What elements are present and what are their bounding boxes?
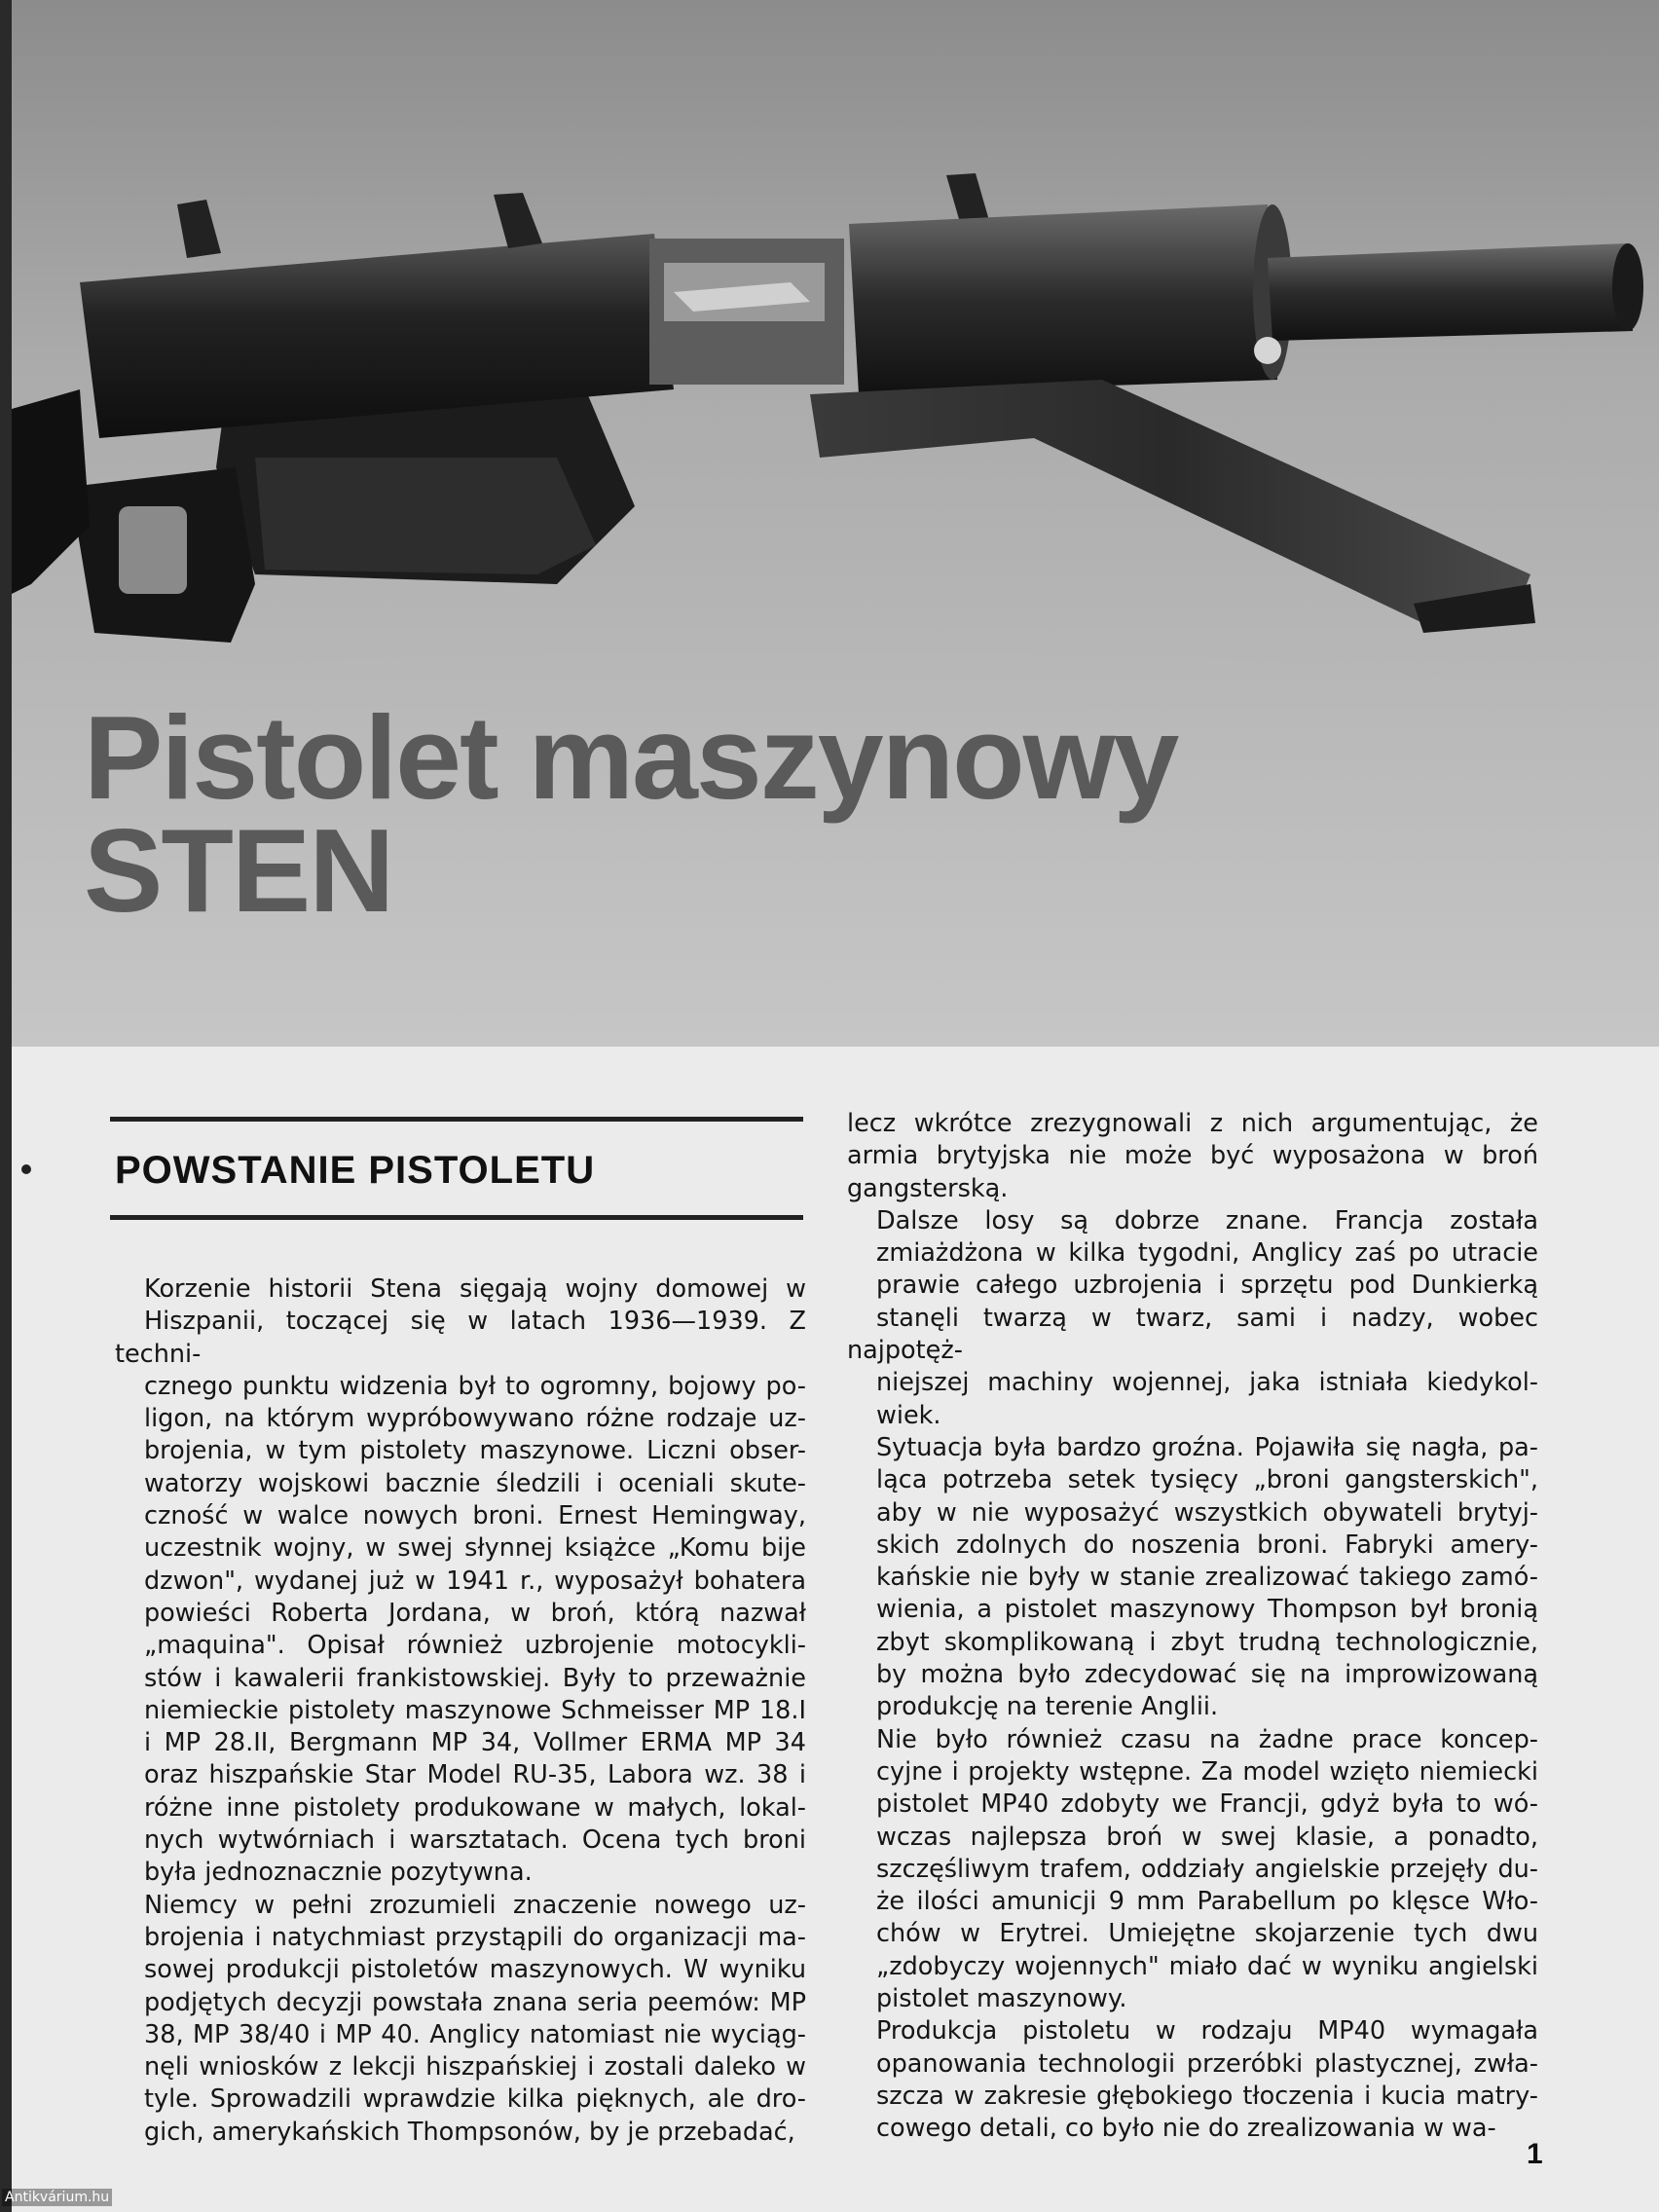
text-line: brojenia i natychmiast przystąpili do organizacji ma-: [144, 1922, 806, 1952]
text-line: gich, amerykańskich Thompsonów, by je przebadać,: [144, 2117, 795, 2147]
text-line: „maquina". Opisał również uzbrojenie motocykli-: [144, 1631, 806, 1661]
title-line-2: STEN: [84, 804, 393, 937]
text-line: produkcję na terenie Anglii.: [876, 1692, 1219, 1722]
text-line: ligon, na którym wypróbowywano różne rodzaje uz-: [144, 1404, 806, 1434]
text-line: stów i kawalerii frankistowskiej. Były to przeważnie: [144, 1663, 806, 1693]
text-line: i MP 28.II, Bergmann MP 34, Vollmer ERMA MP 34: [144, 1728, 806, 1758]
text-line: tyle. Sprowadzili wprawdzie kilka pięknych, ale dro-: [144, 2084, 806, 2115]
binding-edge: [0, 0, 12, 2212]
text-line: niemieckie pistolety maszynowe Schmeisser MP 18.I: [144, 1695, 806, 1725]
text-line: Produkcja pistoletu w rodzaju MP40 wymagała: [876, 2016, 1538, 2046]
text-line: kańskie nie były w stanie zrealizować takiego zamó-: [876, 1563, 1538, 1593]
text-line: Niemcy w pełni zrozumieli znaczenie nowego uz-: [144, 1890, 806, 1920]
text-line: że ilości amunicji 9 mm Parabellum po klęsce Wło-: [876, 1887, 1538, 1917]
text-line: lecz wkrótce zrezygnowali z nich argumentując, że: [847, 1109, 1538, 1138]
paragraph: [847, 1432, 1538, 1724]
text-line: dzwon", wydanej już w 1941 r., wyposażył bohatera: [144, 1566, 806, 1596]
text-line: prawie całego uzbrojenia i sprzętu pod Dunkierką: [876, 1271, 1538, 1301]
paragraph: [115, 1890, 806, 2149]
margin-dot: [21, 1164, 31, 1174]
text-line: szczęśliwym trafem, oddziały angielskie przejęły du-: [876, 1854, 1538, 1884]
text-line: gangsterską.: [847, 1173, 1009, 1203]
text-line: Nie było również czasu na żadne prace koncep-: [876, 1724, 1538, 1754]
text-line: Dalsze losy są dobrze znane. Francja została: [876, 1205, 1538, 1235]
text-line: była jednoznacznie pozytywna.: [144, 1858, 533, 1888]
text-line: oraz hiszpańskie Star Model RU-35, Labora wz. 38 i: [144, 1760, 806, 1790]
text-line: różne inne pistolety produkowane w małych, lokal-: [144, 1792, 806, 1823]
text-line: pistolet MP40 zdobyty we Francji, gdyż była to wó-: [876, 1789, 1538, 1820]
text-line: nęli wniosków z lekcji hiszpańskiej i zostali daleko w: [144, 2052, 806, 2083]
text-line: sowej produkcji pistoletów maszynowych. W wyniku: [144, 1955, 806, 1985]
text-line: 38, MP 38/40 i MP 40. Anglicy natomiast nie wyciąg-: [144, 2019, 806, 2049]
text-line: by można było zdecydować się na improwizowaną: [876, 1660, 1538, 1690]
paragraph: [847, 1205, 1538, 1432]
watermark: Antikvárium.hu: [2, 2189, 112, 2206]
text-line: pistolet maszynowy.: [876, 1984, 1127, 2014]
right-column: [847, 1108, 1538, 2146]
title-line-1: Pistolet maszynowy: [84, 691, 1178, 824]
text-line: szcza w zakresie głębokiego tłoczenia i kucia matry-: [876, 2081, 1538, 2111]
text-line: wiek.: [876, 1400, 941, 1430]
paragraph: [847, 1724, 1538, 2016]
paragraph: [847, 2015, 1538, 2145]
page-number: 1: [1527, 2138, 1543, 2170]
text-line: stanęli twarzą w twarz, sami i nadzy, wobec najpotęż-: [847, 1303, 1538, 1366]
paragraph: [847, 1108, 1538, 1205]
left-column: [115, 1273, 806, 2149]
text-line: brojenia, w tym pistolety maszynowe. Liczni obser-: [144, 1436, 806, 1466]
text-line: chów w Erytrei. Umiejętne skojarzenie tych dwu: [876, 1919, 1538, 1949]
text-line: cowego detali, co było nie do zrealizowania w wa-: [876, 2114, 1496, 2144]
text-line: zmiażdżona w kilka tygodni, Anglicy zaś po utracie: [876, 1238, 1538, 1269]
text-line: aby w nie wyposażyć wszystkich obywateli brytyj-: [876, 1497, 1538, 1528]
text-line: zbyt skomplikowaną i zbyt trudną technologicznie,: [876, 1627, 1538, 1657]
text-line: watorzy wojskowi bacznie śledzili i oceniali skute-: [144, 1468, 806, 1498]
text-line: wienia, a pistolet maszynowy Thompson był bronią: [876, 1595, 1538, 1625]
text-line: nych wytwórniach i warsztatach. Ocena tych broni: [144, 1825, 806, 1856]
text-line: niejszej machiny wojennej, jaka istniała kiedykol-: [876, 1368, 1538, 1398]
text-line: opanowania technologii przeróbki plastycznej, zwła-: [876, 2048, 1538, 2079]
text-line: uczestnik wojny, w swej słynnej książce „Komu bije: [144, 1533, 806, 1564]
text-line: skich zdolnych do noszenia broni. Fabryki amery-: [876, 1530, 1538, 1560]
text-line: czność w walce nowych broni. Ernest Hemingway,: [144, 1501, 806, 1531]
text-line: podjętych decyzji powstała znana seria peemów: MP: [144, 1987, 806, 2017]
text-line: Korzenie historii Stena sięgają wojny domowej w: [144, 1274, 806, 1304]
heading-rule-bottom: [110, 1215, 803, 1220]
text-line: wczas najlepsza broń w swej klasie, a ponadto,: [876, 1822, 1538, 1852]
text-line: powieści Roberta Jordana, w broń, którą nazwał: [144, 1598, 806, 1628]
text-line: „zdobyczy wojennych" miało dać w wyniku angielski: [876, 1951, 1538, 1981]
text-line: Sytuacja była bardzo groźna. Pojawiła się nagła, pa-: [876, 1432, 1538, 1462]
paragraph: [115, 1273, 806, 1890]
text-line: armia brytyjska nie może być wyposażona w broń: [847, 1141, 1538, 1171]
text-line: cyjne i projekty wstępne. Za model wzięto niemiecki: [876, 1756, 1538, 1787]
section-heading: POWSTANIE PISTOLETU: [115, 1149, 596, 1192]
text-line: ląca potrzeba setek tysięcy „broni gangsterskich",: [876, 1465, 1538, 1495]
text-line: Hiszpanii, toczącej się w latach 1936—1939. Z techni-: [115, 1307, 806, 1369]
heading-rule-top: [110, 1117, 803, 1122]
text-line: cznego punktu widzenia był to ogromny, bojowy po-: [144, 1371, 806, 1401]
page-title: [84, 691, 1178, 937]
